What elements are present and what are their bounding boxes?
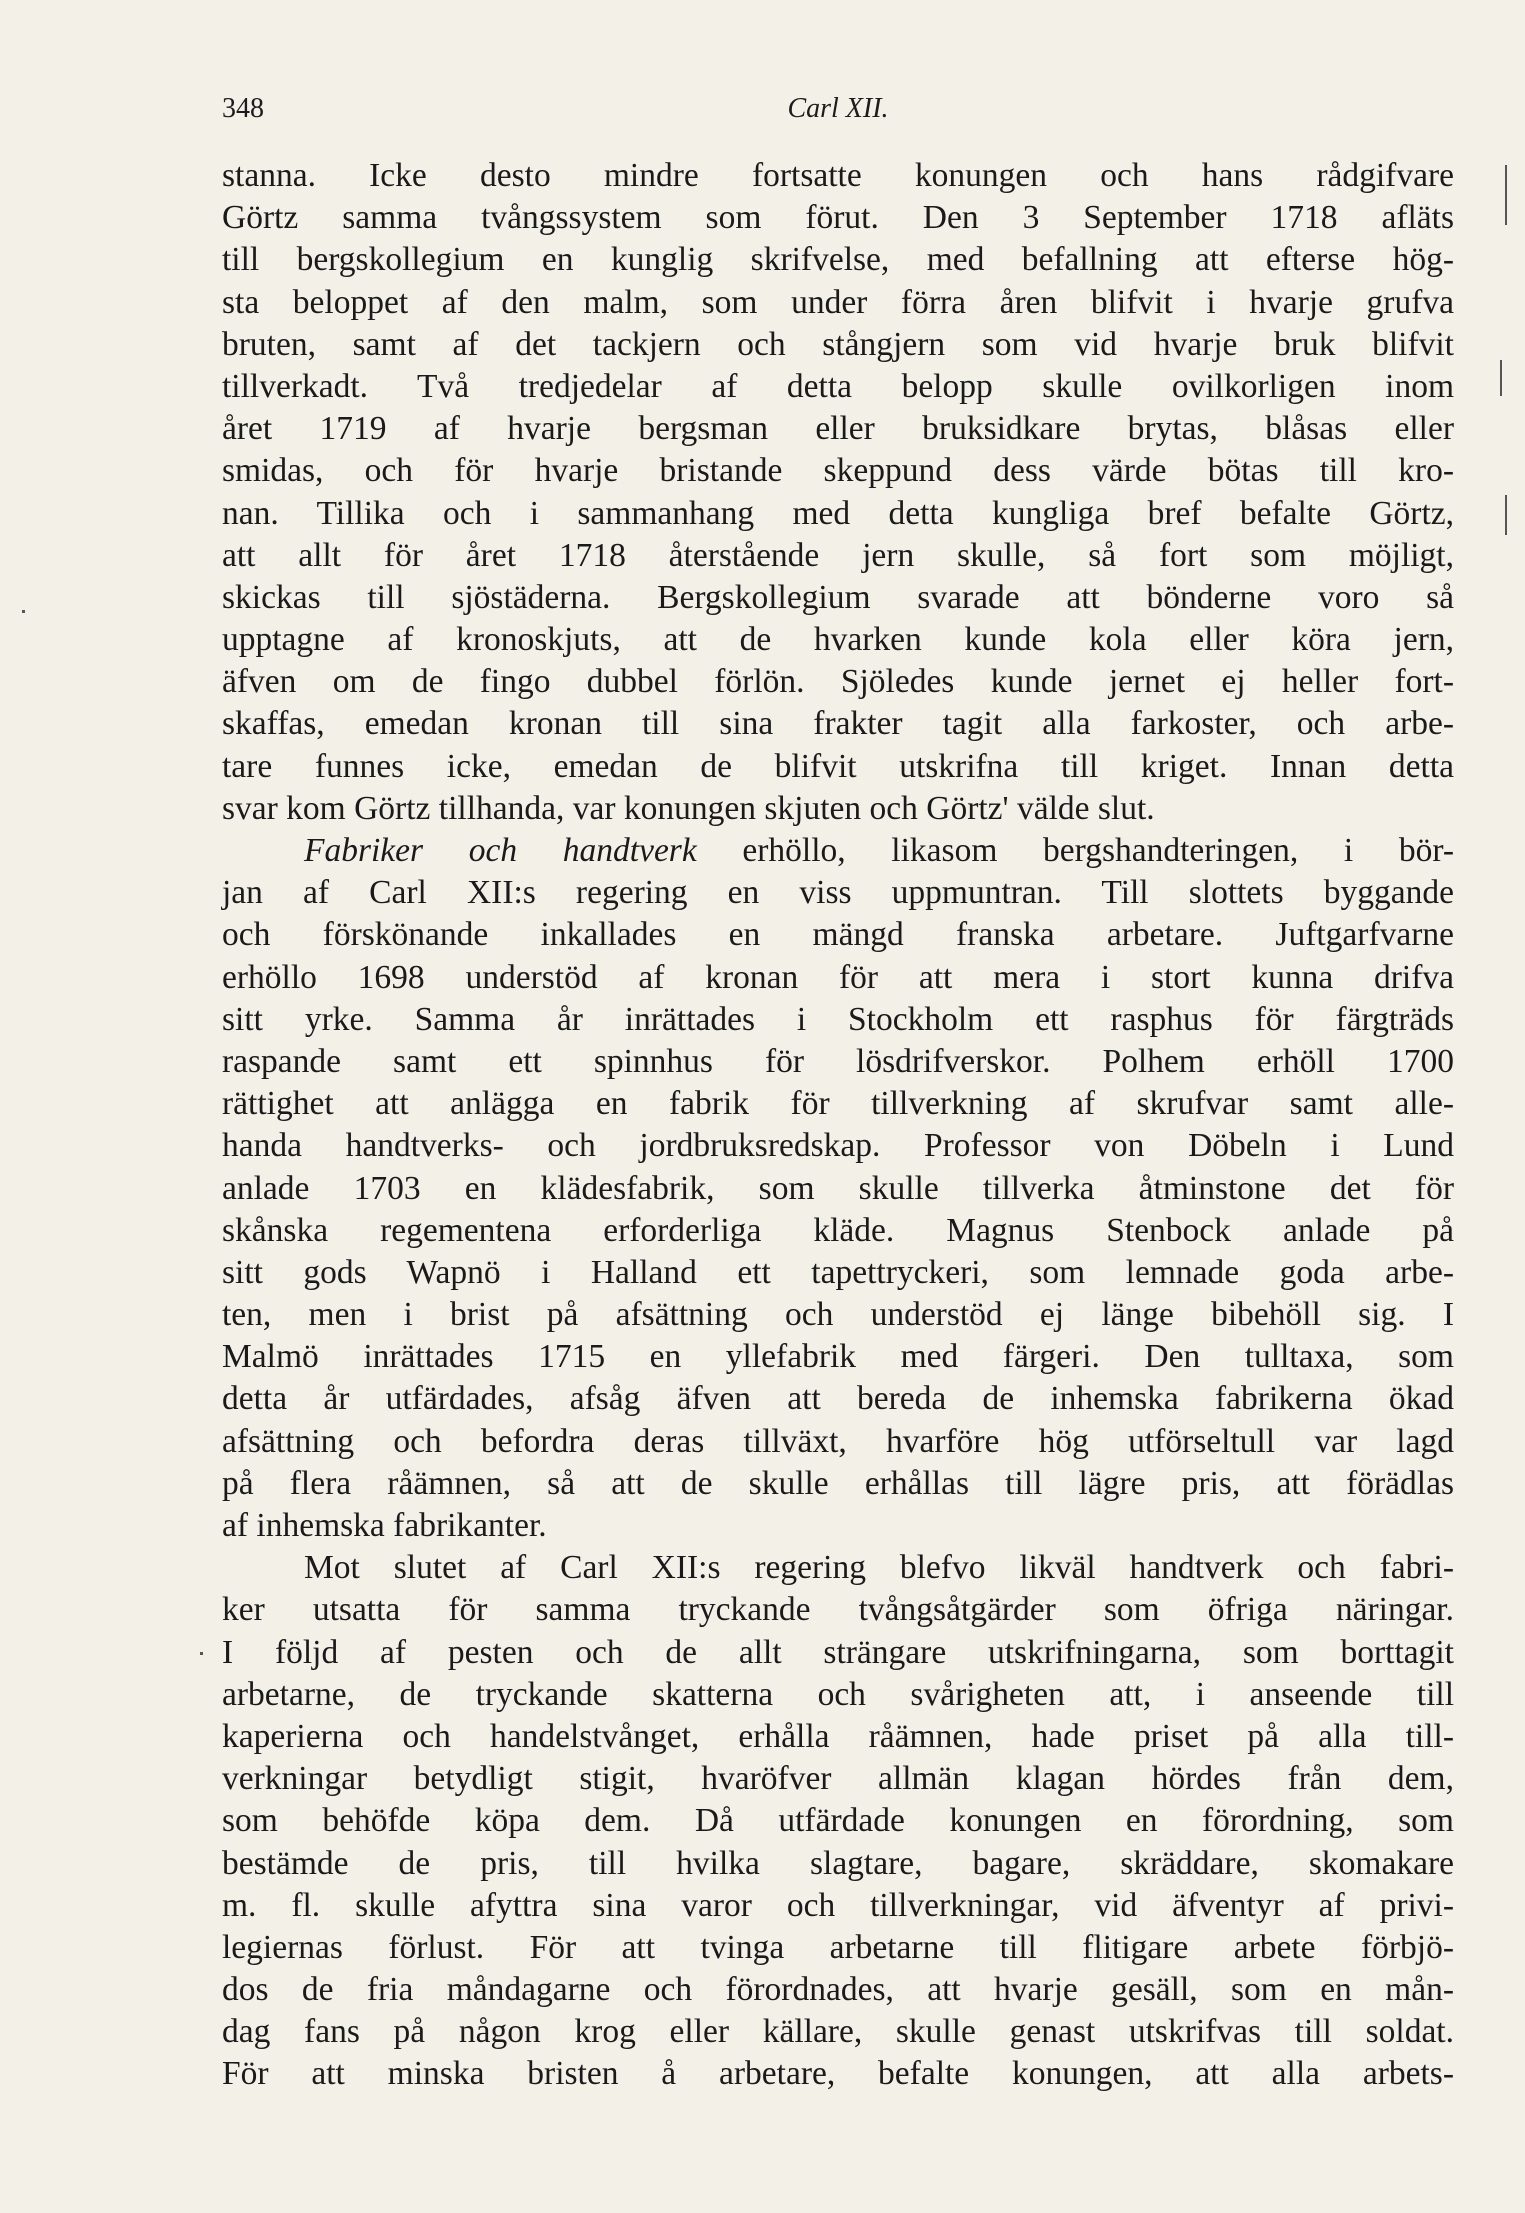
text-line: som behöfde köpa dem. Då utfärdade konungen en förordning, som: [222, 1802, 1454, 1840]
text-line: rättighet att anlägga en fabrik för tillverkning af skrufvar samt alle-: [222, 1085, 1454, 1123]
scan-mark: [1505, 495, 1507, 535]
text-line: erhöllo 1698 understöd af kronan för att mera i stort kunna drifva: [222, 958, 1454, 996]
scan-mark: [200, 1652, 203, 1655]
text-line: dos de fria måndagarne och förordnades, att hvarje gesäll, som en mån-: [222, 1971, 1454, 2009]
text-line: bestämde de pris, till hvilka slagtare, bagare, skräddare, skomakare: [222, 1844, 1454, 1882]
text-line: sta beloppet af den malm, som under förra åren blifvit i hvarje grufva: [222, 283, 1454, 321]
paragraph: [222, 155, 1454, 830]
text-line: att allt för året 1718 återstående jern skulle, så fort som möjligt,: [222, 536, 1454, 574]
text-line: kaperierna och handelstvånget, erhålla råämnen, hade priset på alla till-: [222, 1717, 1454, 1755]
text-line: till bergskollegium en kunglig skrifvelse, med befallning att efterse hög-: [222, 241, 1454, 279]
paragraph-lead: Fabriker och handtverk: [304, 832, 697, 869]
text-line: Mot slutet af Carl XII:s regering blefvo likväl handtverk och fabri-: [304, 1549, 1454, 1587]
running-title: Carl XII.: [787, 93, 889, 124]
text-line: Malmö inrättades 1715 en yllefabrik med färgeri. Den tulltaxa, som: [222, 1338, 1454, 1376]
text-line: på flera råämnen, så att de skulle erhållas till lägre pris, att förädlas: [222, 1464, 1454, 1502]
text-line: verkningar betydligt stigit, hvaröfver allmän klagan hördes från dem,: [222, 1760, 1454, 1798]
text-line: nan. Tillika och i sammanhang med detta kungliga bref befalte Görtz,: [222, 494, 1454, 532]
text-line: dag fans på någon krog eller källare, skulle genast utskrifvas till soldat.: [222, 2013, 1454, 2051]
text-line: jan af Carl XII:s regering en viss uppmuntran. Till slottets byggande: [222, 874, 1454, 912]
text-line: bruten, samt af det tackjern och stångjern som vid hvarje bruk blifvit: [222, 325, 1454, 363]
text-line: afsättning och befordra deras tillväxt, hvarföre hög utförseltull var lagd: [222, 1422, 1454, 1460]
text-line: För att minska bristen å arbetare, befalte konungen, att alla arbets-: [222, 2055, 1454, 2093]
text-line: äfven om de fingo dubbel förlön. Sjöledes kunde jernet ej heller fort-: [222, 663, 1454, 701]
text-line: tare funnes icke, emedan de blifvit utskrifna till kriget. Innan detta: [222, 747, 1454, 785]
text-line: skaffas, emedan kronan till sina frakter tagit alla farkoster, och arbe-: [222, 705, 1454, 743]
text-span: erhöllo, likasom bergshandteringen, i bör-: [696, 832, 1454, 869]
text-line: tillverkadt. Två tredjedelar af detta belopp skulle ovilkorligen inom: [222, 367, 1454, 405]
scan-mark: [1505, 165, 1507, 225]
text-line: handa handtverks- och jordbruksredskap. Professor von Döbeln i Lund: [222, 1127, 1454, 1165]
text-line: skånska regementena erforderliga kläde. Magnus Stenbock anlade på: [222, 1211, 1454, 1249]
text-line: stanna. Icke desto mindre fortsatte konungen och hans rådgifvare: [222, 157, 1454, 194]
text-line: upptagne af kronoskjuts, att de hvarken kunde kola eller köra jern,: [222, 621, 1454, 659]
body-text: [222, 155, 1454, 2096]
text-line: sitt yrke. Samma år inrättades i Stockholm ett rasphus för färgträds: [222, 1000, 1454, 1038]
text-line: raspande samt ett spinnhus för lösdrifverskor. Polhem erhöll 1700: [222, 1042, 1454, 1080]
text-line: I följd af pesten och de allt strängare utskrifningarna, som borttagit: [222, 1633, 1454, 1671]
text-line: af inhemska fabrikanter.: [222, 1507, 547, 1544]
text-line: året 1719 af hvarje bergsman eller bruksidkare brytas, blåsas eller: [222, 410, 1454, 448]
scan-mark: [1500, 360, 1502, 396]
text-line: ten, men i brist på afsättning och understöd ej länge bibehöll sig. I: [222, 1296, 1454, 1334]
text-line: anlade 1703 en klädesfabrik, som skulle tillverka åtminstone det för: [222, 1169, 1454, 1207]
page-number: 348: [222, 93, 264, 124]
text-line: m. fl. skulle afyttra sina varor och tillverkningar, vid äfventyr af privi-: [222, 1886, 1454, 1924]
text-line: arbetarne, de tryckande skatterna och svårigheten att, i anseende till: [222, 1675, 1454, 1713]
text-line: Görtz samma tvångssystem som förut. Den 3 September 1718 afläts: [222, 199, 1454, 237]
text-line: detta år utfärdades, afsåg äfven att bereda de inhemska fabrikerna ökad: [222, 1380, 1454, 1418]
paragraph: [222, 1547, 1454, 2095]
text-line: skickas till sjöstäderna. Bergskollegium svarade att bönderne voro så: [222, 578, 1454, 616]
text-line: sitt gods Wapnö i Halland ett tapettryckeri, som lemnade goda arbe-: [222, 1253, 1454, 1291]
paragraph: [222, 830, 1454, 1547]
text-line: ker utsatta för samma tryckande tvångsåtgärder som öfriga näringar.: [222, 1591, 1454, 1629]
text-line: smidas, och för hvarje bristande skeppund dess värde bötas till kro-: [222, 452, 1454, 490]
page-header: [222, 93, 1454, 133]
scan-mark: [22, 610, 25, 613]
text-line: legiernas förlust. För att tvinga arbetarne till flitigare arbete förbjö-: [222, 1928, 1454, 1966]
text-line: svar kom Görtz tillhanda, var konungen skjuten och Görtz' välde slut.: [222, 789, 1155, 827]
text-line: [222, 830, 1454, 872]
text-line: och förskönande inkallades en mängd franska arbetare. Juftgarfvarne: [222, 916, 1454, 954]
